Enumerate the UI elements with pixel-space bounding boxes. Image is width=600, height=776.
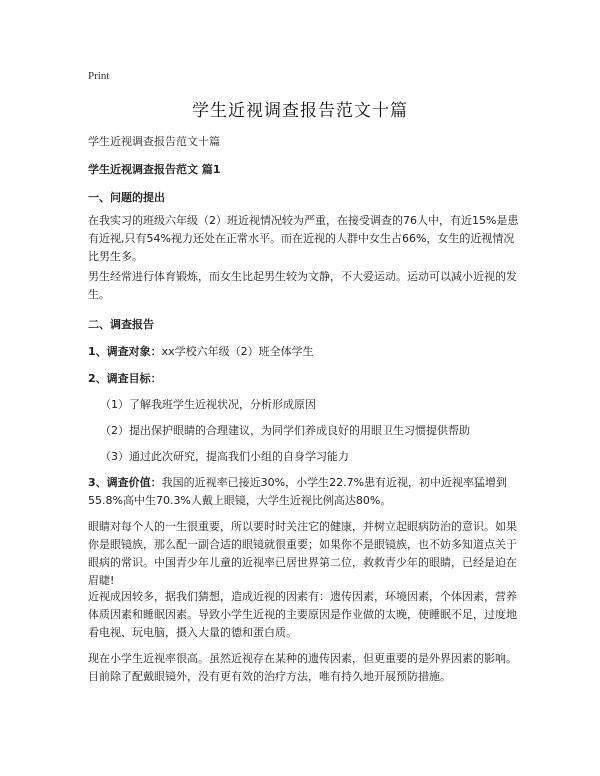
item-survey-subject-label: 1、调查对象： — [88, 345, 162, 358]
paragraph-1: 在我实习的班级六年级（2）班近视情况较为严重，在接受调查的76人中，有近15%是患有近视,只有54%视力还处在正常水平。而在近视的人群中女生占66%，女生的近视情况比男生多。 — [88, 214, 519, 263]
paragraph-4: 近视成因较多，据我们猜想，造成近视的因素有：遗传因素，环境因素，个体因素，营养体质因素和睡眠因素。导致小学生近视的主要原因是作业做的太晚，使睡眠不足，过度地看电视、玩电脑，摄入大量的德和蛋白质。 — [88, 590, 517, 639]
heading-problem: 一、问题的提出 — [88, 191, 165, 204]
section-title: 学生近视调查报告范文 篇1 — [88, 163, 221, 176]
item-survey-value-label: 3、调查价值： — [88, 476, 162, 489]
goal-3: （3）通过此次研究，提高我们小组的自身学习能力 — [100, 450, 349, 463]
heading-report: 二、调查报告 — [88, 318, 154, 331]
goal-1: （1）了解我班学生近视状况，分析形成原因 — [100, 398, 316, 411]
paragraph-5: 现在小学生近视率很高。虽然近视存在某种的遗传因素，但更重要的是外界因素的影响。目前除了配戴眼镜外，没有更有效的治疗方法，唯有持久地开展预防措施。 — [88, 652, 517, 683]
paragraph-3: 眼睛对每个人的一生很重要，所以要时时关注它的健康，并树立起眼病防治的意识。如果你是眼镜族，那么配一副合适的眼镜就很重要；如果你不是眼镜族，也不妨多知道点关于眼病的常识。中国青少年儿童的近视率已居世界第二位，救救青少年的眼睛，已经是迫在眉睫! — [88, 520, 517, 587]
goal-2: （2）提出保护眼睛的合理建议，为同学们养成良好的用眼卫生习惯提供帮助 — [100, 424, 470, 437]
item-survey-goal-label: 2、调查目标： — [88, 372, 162, 385]
print-label: Print — [88, 70, 110, 82]
paragraph-2: 男生经常进行体育锻炼，而女生比起男生较为文静，不大爱运动。运动可以减小近视的发生。 — [88, 270, 517, 301]
item-survey-subject-text: xx学校六年级（2）班全体学生 — [161, 345, 314, 358]
item-survey-subject — [88, 343, 520, 361]
document-title: 学生近视调查报告范文十篇 — [192, 101, 408, 121]
subtitle: 学生近视调查报告范文十篇 — [88, 135, 220, 148]
item-survey-value-text: 我国的近视率已接近30%，小学生22.7%患有近视，初中近视率猛增到55.8%高中生70.3%人戴上眼镜，大学生近视比例高达80%。 — [88, 476, 508, 507]
item-survey-value — [88, 474, 520, 510]
